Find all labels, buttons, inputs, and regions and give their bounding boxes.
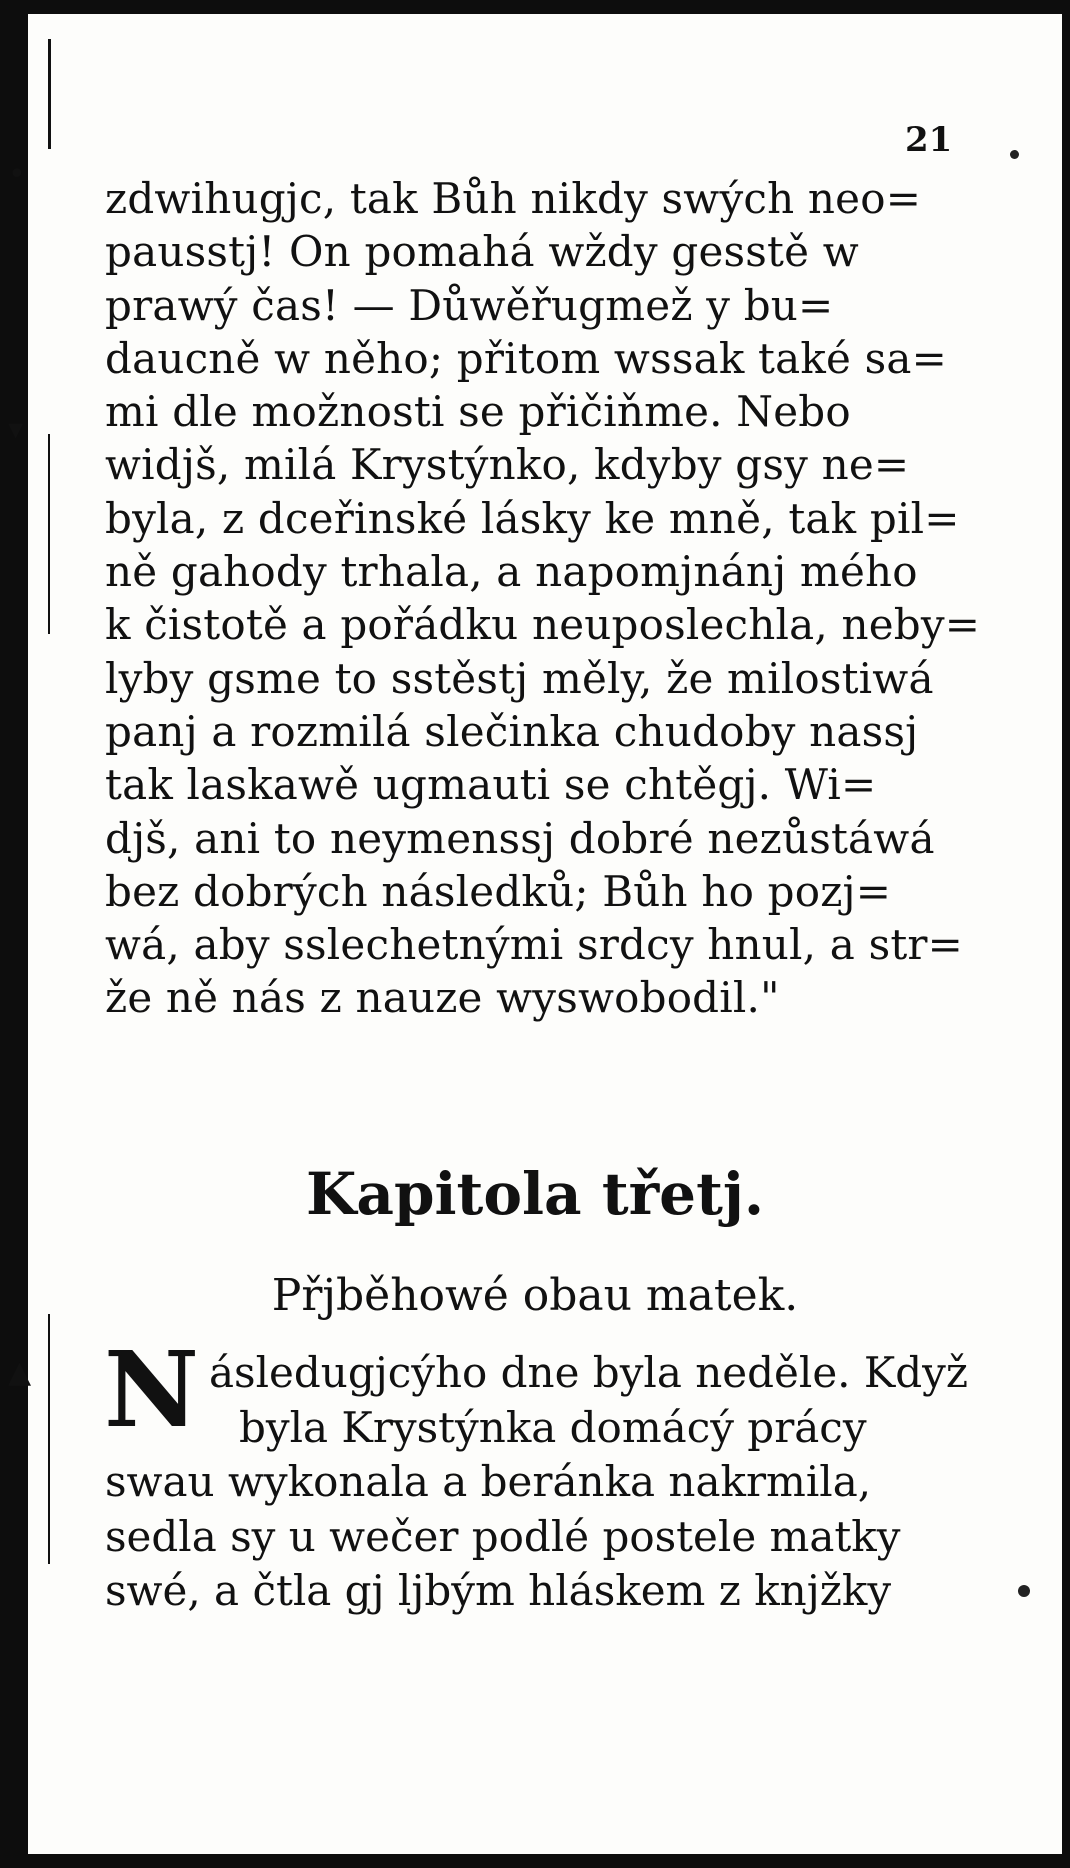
ink-speck bbox=[1018, 1585, 1030, 1597]
text-line: ně gahody trhala, a napomjnánj mého bbox=[105, 547, 918, 597]
page-number: 21 bbox=[905, 120, 953, 160]
chapter-subtitle: Přjběhowé obau matek. bbox=[271, 1270, 799, 1321]
text-line: lyby gsme to sstěstj měly, že milostiwá bbox=[105, 653, 934, 703]
text-line: byla, z dceřinské lásky ke mně, tak pil= bbox=[105, 493, 960, 543]
text-line: widjš, milá Krystýnko, kdyby gsy ne= bbox=[105, 440, 910, 490]
text-line: panj a rozmilá slečinka chudoby nassj bbox=[105, 706, 919, 756]
text-line: daucně w něho; přitom wssak také sa= bbox=[105, 333, 947, 383]
margin-bullet-mark: • bbox=[8, 157, 26, 192]
text-line: pausstj! On pomahá wždy gesstě w bbox=[105, 227, 859, 277]
margin-rule bbox=[48, 1314, 50, 1564]
margin-rule bbox=[48, 39, 51, 149]
drop-cap: N bbox=[104, 1328, 200, 1451]
text-line: tak laskawě ugmauti se chtěgj. Wi= bbox=[105, 760, 877, 810]
text-line: mi dle možnosti se přičiňme. Nebo bbox=[105, 387, 851, 437]
paragraph-2 bbox=[105, 1346, 968, 1619]
ink-speck bbox=[1010, 150, 1019, 159]
chapter-title: Kapitola třetj. bbox=[305, 1160, 765, 1228]
paragraph-1 bbox=[105, 172, 981, 1025]
margin-triangle-mark: ▲ bbox=[8, 1355, 32, 1390]
text-line: swé, a čtla gj ljbým hláskem z knjžky bbox=[105, 1566, 892, 1615]
margin-arrow-mark: ▾ bbox=[8, 412, 24, 447]
text-line: prawý čas! — Důwěřugmež y bu= bbox=[105, 280, 834, 330]
text-line: že ně nás z nauze wyswobodil." bbox=[105, 973, 780, 1023]
text-line: k čistotě a pořádku neuposlechla, neby= bbox=[105, 600, 981, 650]
text-line: zdwihugjc, tak Bůh nikdy swých neo= bbox=[105, 174, 922, 223]
text-line: byla Krystýnka domácý prácy bbox=[239, 1402, 867, 1452]
text-line: sedla sy u wečer podlé postele matky bbox=[105, 1511, 901, 1561]
text-line: ásledugjcýho dne byla neděle. Když bbox=[209, 1348, 968, 1397]
text-line: djš, ani to neymenssj dobré nezůstáwá bbox=[105, 813, 935, 863]
text-line: swau wykonala a beránka nakrmila, bbox=[105, 1457, 872, 1506]
text-line: bez dobrých následků; Bůh ho pozj= bbox=[105, 866, 892, 916]
text-line: wá, aby sslechetnými srdcy hnul, a str= bbox=[105, 920, 964, 970]
margin-rule bbox=[48, 434, 50, 634]
